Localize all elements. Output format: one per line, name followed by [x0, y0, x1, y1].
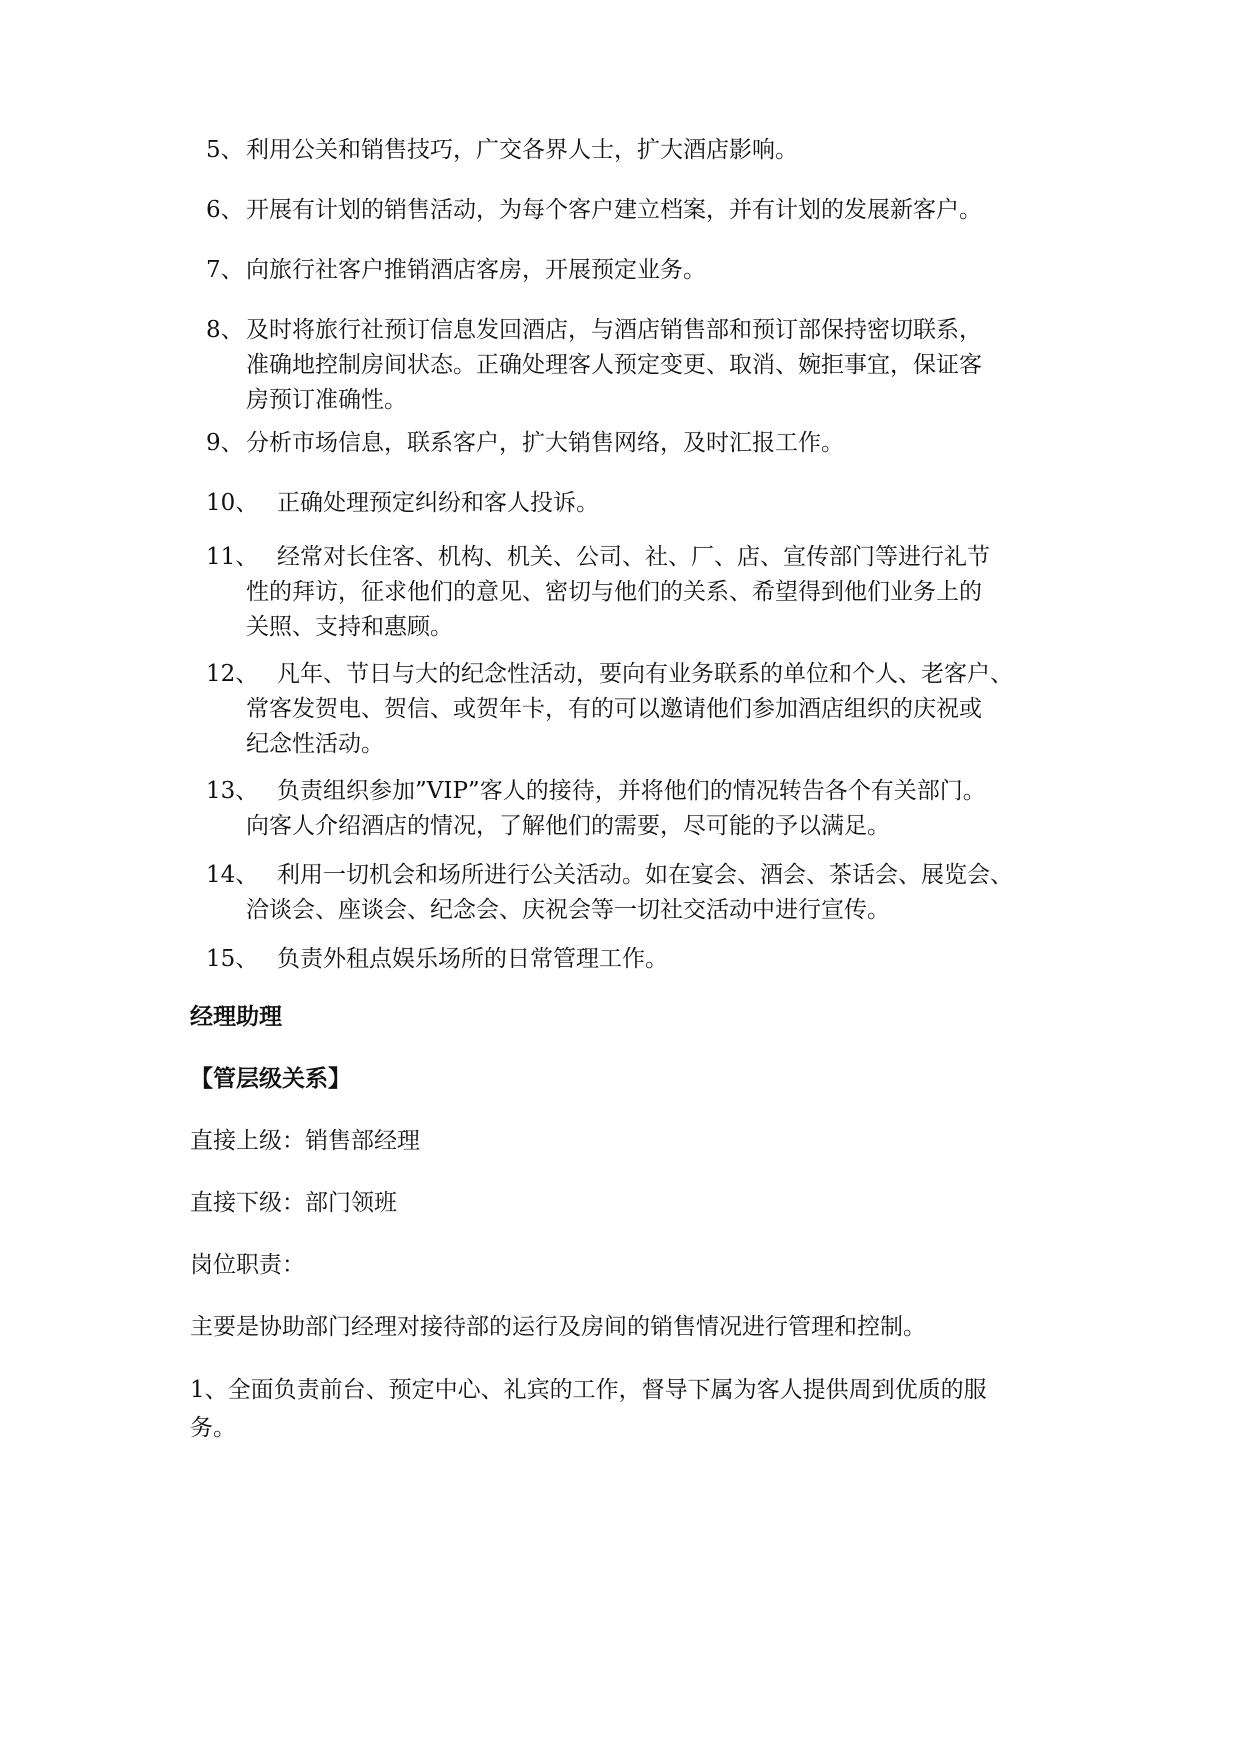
list-item — [206, 313, 1066, 418]
item-text-line: 常客发贺电、贺信、或贺年卡，有的可以邀请他们参加酒店组织的庆祝或 — [246, 696, 982, 722]
item-number: 8、 — [206, 317, 244, 343]
item-text-line: 凡年、节日与大的纪念性活动，要向有业务联系的单位和个人、老客户、 — [277, 661, 1013, 687]
item-number: 14、 — [206, 862, 259, 888]
list-item — [206, 133, 1066, 168]
item-text: 利用公关和销售技巧，广交各界人士，扩大酒店影响。 — [246, 137, 798, 163]
item-text-line: 及时将旅行社预订信息发回酒店，与酒店销售部和预订部保持密切联系， — [246, 317, 982, 343]
list-item — [206, 253, 1066, 288]
section-title: 经理助理 — [190, 1004, 282, 1030]
item-text: 开展有计划的销售活动，为每个客户建立档案，并有计划的发展新客户。 — [246, 197, 982, 223]
item-number: 7、 — [206, 257, 244, 283]
item-number: 13、 — [206, 778, 259, 804]
item-text-line: 利用一切机会和场所进行公关活动。如在宴会、酒会、茶话会、展览会、 — [277, 862, 1013, 888]
list-item — [206, 942, 1066, 977]
list-item — [206, 657, 1066, 762]
item-text-line: 向客人介绍酒店的情况，了解他们的需要，尽可能的予以满足。 — [246, 813, 890, 839]
subordinate-line: 直接下级：部门领班 — [190, 1190, 397, 1216]
item-text-line: 准确地控制房间状态。正确处理客人预定变更、取消、婉拒事宜，保证客 — [246, 352, 982, 378]
item-text-line: 洽谈会、座谈会、纪念会、庆祝会等一切社交活动中进行宣传。 — [246, 897, 890, 923]
item-text: 向旅行社客户推销酒店客房，开展预定业务。 — [246, 257, 706, 283]
item-text-line: 负责外租点娱乐场所的日常管理工作。 — [277, 946, 668, 972]
list-item — [206, 540, 1066, 645]
relation-heading: 【管层级关系】 — [190, 1066, 351, 1092]
list-item — [206, 426, 1066, 461]
item-text-line: 性的拜访，征求他们的意见、密切与他们的关系、希望得到他们业务上的 — [246, 579, 982, 605]
item-text: 分析市场信息，联系客户，扩大销售网络，及时汇报工作。 — [246, 430, 844, 456]
item-text-line: 负责组织参加”VIP”客人的接待，并将他们的情况转告各个有关部门。 — [277, 778, 986, 804]
duty-item — [190, 1371, 1060, 1447]
item-text-line: 关照、支持和惠顾。 — [246, 614, 453, 640]
item-number: 6、 — [206, 197, 244, 223]
item-number: 15、 — [206, 946, 259, 972]
list-item — [206, 486, 1066, 521]
item-number: 10、 — [206, 490, 259, 516]
item-text-line: 房预订准确性。 — [246, 387, 407, 413]
duty-text-line: 1、全面负责前台、预定中心、礼宾的工作，督导下属为客人提供周到优质的服 — [190, 1377, 987, 1403]
superior-line: 直接上级：销售部经理 — [190, 1128, 420, 1154]
item-text-line: 经常对长住客、机构、机关、公司、社、厂、店、宣传部门等进行礼节 — [277, 544, 990, 570]
item-number: 9、 — [206, 430, 244, 456]
list-item — [206, 774, 1066, 844]
item-text-line: 纪念性活动。 — [246, 731, 384, 757]
item-number: 11、 — [206, 544, 259, 570]
item-number: 5、 — [206, 137, 244, 163]
list-item — [206, 193, 1066, 228]
item-number: 12、 — [206, 661, 259, 687]
duty-text-line: 务。 — [190, 1415, 236, 1441]
item-text-line: 正确处理预定纠纷和客人投诉。 — [277, 490, 599, 516]
duties-label: 岗位职责： — [190, 1252, 305, 1278]
duties-summary: 主要是协助部门经理对接待部的运行及房间的销售情况进行管理和控制。 — [190, 1314, 926, 1340]
list-item — [206, 858, 1066, 928]
